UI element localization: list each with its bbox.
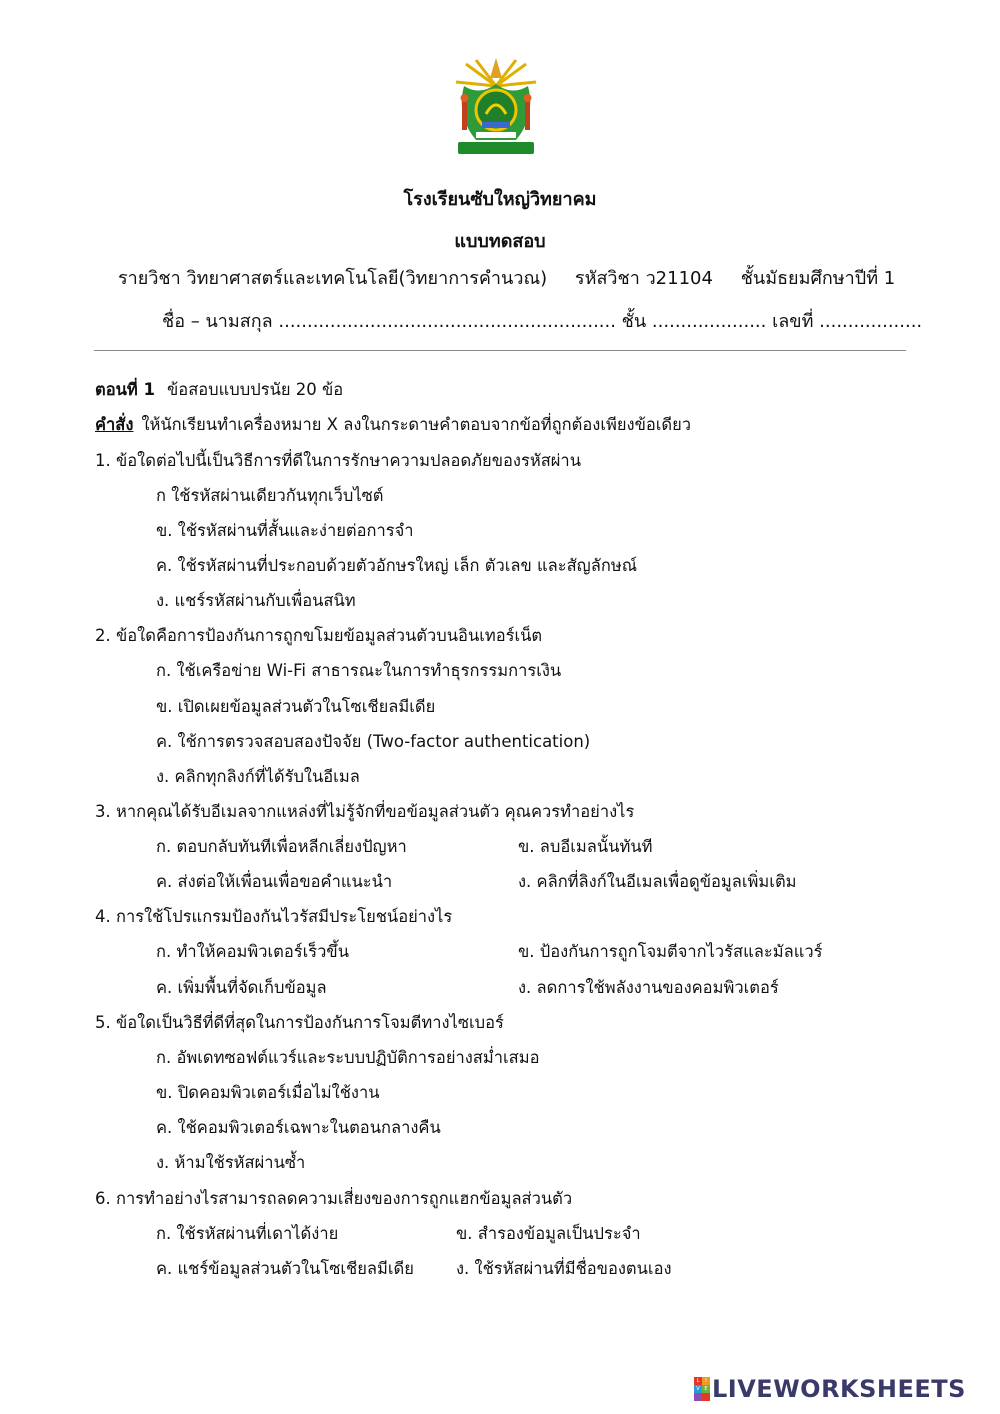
option-6a: ก. ใช้รหัสผ่านที่เดาได้ง่าย	[156, 1224, 339, 1243]
instruction-line	[95, 412, 691, 438]
option-6b: ข. สำรองข้อมูลเป็นประจำ	[456, 1224, 641, 1243]
subject-info-line	[118, 263, 917, 292]
option-3c: ค. ส่งต่อให้เพื่อนเพื่อขอคำแนะนำ	[156, 872, 393, 891]
option-4c: ค. เพิ่มพื้นที่จัดเก็บข้อมูล	[156, 978, 327, 997]
student-info-line: ชื่อ – นามสกุล ........................................................... ชั้น .................... เลขที่ ..................	[162, 311, 923, 332]
liveworksheets-wordmark: LIVEWORKSHEETS	[712, 1375, 966, 1403]
option-2b: ข. เปิดเผยข้อมูลส่วนตัวในโซเชียลมีเดีย	[156, 697, 436, 716]
instruction-label: คำสั่ง	[95, 415, 134, 434]
option-2a: ก. ใช้เครือข่าย Wi-Fi สาธารณะในการทำธุรกรรมการเงิน	[156, 661, 562, 680]
option-3d: ง. คลิกที่ลิงก์ในอีเมลเพื่อดูข้อมูลเพิ่มเติม	[518, 872, 797, 891]
liveworksheets-brand	[694, 1376, 966, 1402]
subject-name: รายวิชา วิทยาศาสตร์และเทคโนโลยี(วิทยาการคำนวณ)	[118, 268, 548, 289]
option-5d: ง. ห้ามใช้รหัสผ่านซ้ำ	[156, 1153, 306, 1172]
option-3a: ก. ตอบกลับทันทีเพื่อหลีกเลี่ยงปัญหา	[156, 837, 407, 856]
question-2: 2. ข้อใดคือการป้องกันการถูกขโมยข้อมูลส่วนตัวบนอินเทอร์เน็ต	[95, 626, 543, 645]
option-6d: ง. ใช้รหัสผ่านที่มีชื่อของตนเอง	[456, 1259, 672, 1278]
grade-level: ชั้นมัธยมศึกษาปีที่ 1	[740, 268, 896, 289]
option-6c: ค. แชร์ข้อมูลส่วนตัวในโซเชียลมีเดีย	[156, 1259, 414, 1278]
liveworksheets-logo-icon: L I V E	[694, 1377, 710, 1401]
part-heading	[95, 377, 343, 403]
question-5: 5. ข้อใดเป็นวิธีที่ดีที่สุดในการป้องกันการโจมตีทางไซเบอร์	[95, 1013, 504, 1032]
question-4: 4. การใช้โปรแกรมป้องกันไวรัสมีประโยชน์อย่างไร	[95, 907, 453, 926]
question-1: 1. ข้อใดต่อไปนี้เป็นวิธีการที่ดีในการรักษาความปลอดภัยของรหัสผ่าน	[95, 451, 581, 470]
option-2d: ง. คลิกทุกลิงก์ที่ได้รับในอีเมล	[156, 767, 360, 786]
option-5b: ข. ปิดคอมพิวเตอร์เมื่อไม่ใช้งาน	[156, 1083, 380, 1102]
question-6: 6. การทำอย่างไรสามารถลดความเสี่ยงของการถูกแฮกข้อมูลส่วนตัว	[95, 1189, 573, 1208]
instruction-text: ให้นักเรียนทำเครื่องหมาย X ลงในกระดาษคำตอบจากข้อที่ถูกต้องเพียงข้อเดียว	[141, 415, 692, 434]
subject-code: รหัสวิชา ว21104	[574, 268, 713, 289]
header-divider	[94, 350, 906, 351]
option-5c: ค. ใช้คอมพิวเตอร์เฉพาะในตอนกลางคืน	[156, 1118, 441, 1137]
option-5a: ก. อัพเดทซอฟต์แวร์และระบบปฏิบัติการอย่างสม่ำเสมอ	[156, 1048, 540, 1067]
part-description: ข้อสอบแบบปรนัย 20 ข้อ	[167, 380, 344, 399]
school-name: โรงเรียนซับใหญ่วิทยาคม	[403, 189, 597, 210]
option-4a: ก. ทำให้คอมพิวเตอร์เร็วขึ้น	[156, 942, 349, 961]
option-2c: ค. ใช้การตรวจสอบสองปัจจัย (Two-factor authentication)	[156, 732, 591, 751]
option-3b: ข. ลบอีเมลนั้นทันที	[518, 837, 653, 856]
option-1b: ข. ใช้รหัสผ่านที่สั้นและง่ายต่อการจำ	[156, 521, 414, 540]
part-label: ตอนที่ 1	[95, 380, 156, 399]
option-1d: ง. แชร์รหัสผ่านกับเพื่อนสนิท	[156, 591, 356, 610]
school-logo	[446, 56, 546, 164]
exam-type-title: แบบทดสอบ	[454, 231, 546, 252]
option-1c: ค. ใช้รหัสผ่านที่ประกอบด้วยตัวอักษรใหญ่ เล็ก ตัวเลข และสัญลักษณ์	[156, 556, 638, 575]
option-1a: ก ใช้รหัสผ่านเดียวกันทุกเว็บไซต์	[156, 486, 384, 505]
option-4b: ข. ป้องกันการถูกโจมตีจากไวรัสและมัลแวร์	[518, 942, 823, 961]
option-4d: ง. ลดการใช้พลังงานของคอมพิวเตอร์	[518, 978, 779, 997]
question-3: 3. หากคุณได้รับอีเมลจากแหล่งที่ไม่รู้จักที่ขอข้อมูลส่วนตัว คุณควรทำอย่างไร	[95, 802, 635, 821]
